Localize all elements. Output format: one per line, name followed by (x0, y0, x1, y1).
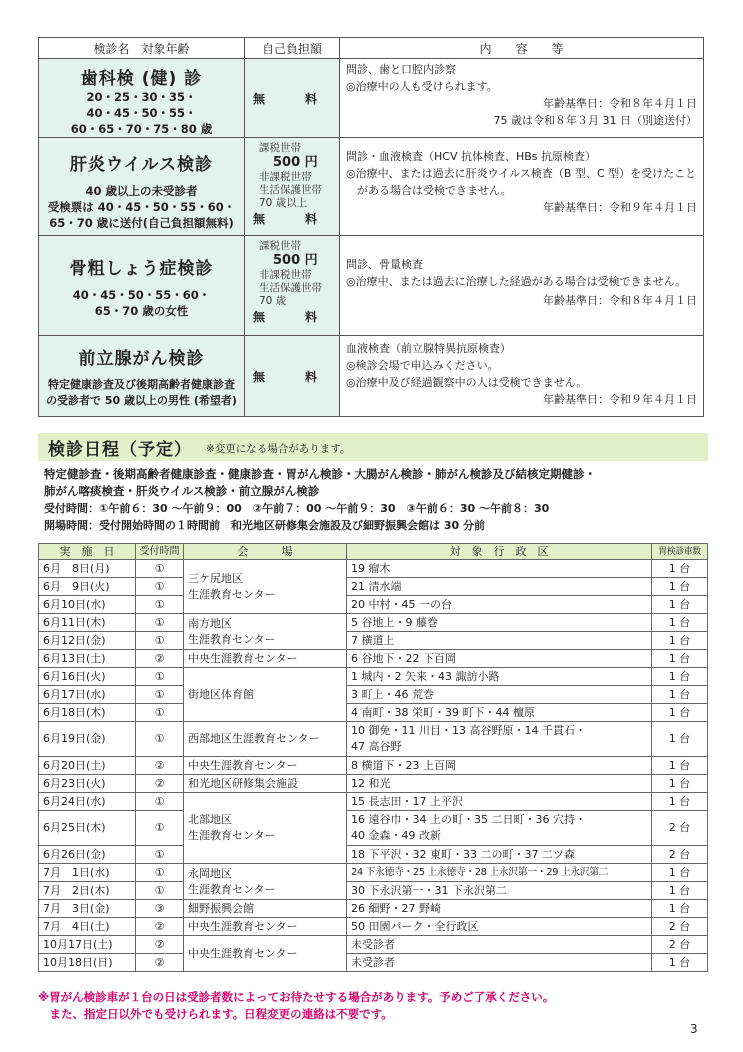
schedule-date: 7月 4日(土) (39, 918, 136, 936)
schedule-date: 10月17日(土) (39, 936, 136, 954)
schedule-reception-slot: ① (136, 704, 184, 722)
exam-target: 特定健康診査及び後期高齢者健康診査 (48, 378, 235, 391)
schedule-row (39, 900, 708, 918)
content-note: ◎治療中及び経過観察中の人は受検できません。 (346, 376, 588, 389)
schedule-car-count: 1 台 (652, 864, 708, 882)
schedule-car-count: 1 台 (652, 757, 708, 775)
age-basis: 75 歳は令和８年３月 31 日（別途送付） (493, 114, 697, 127)
footnote (38, 989, 708, 1023)
schedule-date: 6月18日(木) (39, 704, 136, 722)
exam-cost-cell (245, 59, 340, 138)
schedule-row (39, 882, 708, 900)
schedule-car-count: 2 台 (652, 846, 708, 864)
schedule-venue: 南方地区 生涯教育センター (184, 614, 347, 650)
schedule-row (39, 614, 708, 632)
exam-title: 前立腺がん検診 (78, 349, 205, 369)
schedule-reception-slot: ① (136, 614, 184, 632)
schedule-reception-slot: ① (136, 793, 184, 811)
cost-free: 無 料 (252, 91, 331, 106)
header-cars: 胃検診車数 (652, 544, 708, 560)
schedule-date: 6月26日(金) (39, 846, 136, 864)
exam-info-table (38, 37, 704, 417)
schedule-area: 15 長志田・17 上平沢 (347, 793, 652, 811)
schedule-car-count: 1 台 (652, 578, 708, 596)
exam-target: 受検票は 40・45・50・55・60・ (47, 200, 236, 214)
schedule-reception-slot: ② (136, 650, 184, 668)
exam-title: 肝炎ウイルス検診 (70, 155, 213, 175)
schedule-row (39, 757, 708, 775)
content-note: ◎治療中の人も受けられます。 (346, 80, 498, 93)
schedule-reception-slot: ① (136, 578, 184, 596)
cost-label: 課税世帯 (259, 142, 301, 154)
schedule-date: 10月18日(日) (39, 954, 136, 972)
content-line: 問診、歯と口腔内診察 (346, 63, 456, 76)
footnote-line: また、指定日以外でも受けられます。日程変更の連絡は不要です。 (38, 1007, 393, 1021)
schedule-row (39, 686, 708, 704)
schedule-date: 6月17日(水) (39, 686, 136, 704)
schedule-car-count: 1 台 (652, 793, 708, 811)
schedule-heading-bar (38, 433, 708, 461)
schedule-venue: 中央生涯教育センター (184, 918, 347, 936)
schedule-date: 6月25日(木) (39, 811, 136, 846)
schedule-venue: 細野振興会館 (184, 900, 347, 918)
exam-target: 20・25・30・35・ (86, 90, 197, 104)
schedule-date: 6月10日(水) (39, 596, 136, 614)
schedule-car-count: 1 台 (652, 614, 708, 632)
schedule-date: 6月23日(火) (39, 775, 136, 793)
schedule-area: 7 横道上 (347, 632, 652, 650)
content-note: ◎治療中、または過去に治療した経過がある場合は受検できません。 (346, 275, 687, 288)
exam-table-header (39, 38, 704, 59)
schedule-car-count: 2 台 (652, 811, 708, 846)
schedule-car-count: 1 台 (652, 900, 708, 918)
schedule-area: 24 下永徳寺・25 上永徳寺・28 上永沢第一・29 上永沢第二 (347, 864, 652, 882)
exam-title: 骨粗しょう症検診 (69, 259, 214, 279)
schedule-reception-slot: ① (136, 846, 184, 864)
schedule-area: 18 下平沢・32 東町・33 二の町・37 二ツ森 (347, 846, 652, 864)
exam-list-line: 特定健診査・後期高齢者健康診査・健康診査・胃がん検診・大腸がん検診・肺がん検診及び結核定期健診・ (44, 467, 596, 481)
schedule-row (39, 846, 708, 864)
schedule-car-count: 1 台 (652, 650, 708, 668)
exam-row-dental (39, 59, 704, 138)
schedule-venue: 街地区体育館 (184, 668, 347, 722)
exam-target: 40・45・50・55・60・ (72, 288, 211, 302)
schedule-intro (44, 466, 704, 534)
schedule-car-count: 1 台 (652, 596, 708, 614)
cost-label: 生活保護世帯 (259, 282, 322, 294)
schedule-area: 未受診者 (347, 936, 652, 954)
schedule-car-count: 1 台 (652, 954, 708, 972)
schedule-area: 50 田園パーク・全行政区 (347, 918, 652, 936)
schedule-reception-slot: ① (136, 811, 184, 846)
schedule-area: 4 南町・38 栄町・39 町下・44 檀原 (347, 704, 652, 722)
exam-row-hepatitis (39, 138, 704, 236)
schedule-reception-slot: ① (136, 882, 184, 900)
exam-name-cell (39, 59, 245, 138)
header-area: 対 象 行 政 区 (347, 544, 652, 560)
cost-label: 非課税世帯 (259, 171, 312, 183)
exam-list-line: 肺がん喀痰検査・肝炎ウイルス検診・前立腺がん検診 (44, 484, 320, 498)
schedule-car-count: 1 台 (652, 668, 708, 686)
schedule-car-count: 1 台 (652, 882, 708, 900)
header-content: 内 容 等 (340, 38, 704, 59)
schedule-venue: 北部地区 生涯教育センター (184, 793, 347, 864)
exam-content-cell (340, 336, 704, 417)
schedule-date: 6月11日(木) (39, 614, 136, 632)
exam-target: 60・65・70・75・80 歳 (70, 122, 213, 136)
schedule-area: 未受診者 (347, 954, 652, 972)
exam-cost-cell (245, 138, 340, 236)
schedule-row (39, 650, 708, 668)
schedule-table (38, 543, 708, 972)
schedule-car-count: 2 台 (652, 918, 708, 936)
schedule-area: 6 谷地下・22 下百岡 (347, 650, 652, 668)
page-number: 3 (690, 1022, 698, 1036)
schedule-row (39, 811, 708, 846)
exam-row-prostate (39, 336, 704, 417)
schedule-venue: 中央生涯教育センター (184, 757, 347, 775)
schedule-area: 10 御免・11 川目・13 高谷野原・14 千貫石・ 47 高谷野 (347, 722, 652, 757)
schedule-car-count: 1 台 (652, 775, 708, 793)
exam-content-cell (340, 59, 704, 138)
opening-times: 開場時間：受付開始時間の１時間前 和光地区研修集会施設及び細野振興会館は 30 分前 (44, 519, 485, 532)
schedule-reception-slot: ② (136, 757, 184, 775)
exam-target: の受診者で 50 歳以上の男性 (希望者) (46, 394, 237, 407)
content-line: 血液検査（前立腺特異抗原検査） (346, 342, 511, 355)
schedule-date: 7月 2日(木) (39, 882, 136, 900)
cost-free: 無 料 (252, 310, 331, 324)
schedule-date: 7月 3日(金) (39, 900, 136, 918)
schedule-change-note: ※変更になる場合があります。 (206, 443, 351, 455)
age-basis: 年齢基準日：令和８年４月１日 (543, 97, 697, 110)
exam-name-cell (39, 138, 245, 236)
cost-label: 70 歳以上 (259, 197, 308, 209)
exam-target: 65・70 歳の女性 (94, 304, 189, 318)
schedule-row (39, 936, 708, 954)
schedule-date: 6月19日(金) (39, 722, 136, 757)
schedule-header-row (39, 544, 708, 560)
cost-amount: 500 円 (273, 155, 318, 170)
exam-target: 40・45・50・55・ (86, 106, 197, 120)
cost-label: 非課税世帯 (259, 269, 312, 281)
exam-target: 65・70 歳に送付(自己負担額無料) (49, 216, 234, 230)
schedule-venue: 和光地区研修集会施設 (184, 775, 347, 793)
header-reception: 受付時間 (136, 544, 184, 560)
schedule-date: 6月20日(土) (39, 757, 136, 775)
schedule-venue: 中央生涯教育センター (184, 650, 347, 668)
schedule-reception-slot: ① (136, 722, 184, 757)
footnote-line: ※胃がん検診車が１台の日は受診者数によってお待たせする場合があります。予めご了承ください。 (38, 990, 555, 1004)
schedule-area: 20 中村・45 一の台 (347, 596, 652, 614)
cost-label: 課税世帯 (259, 240, 301, 252)
schedule-row (39, 918, 708, 936)
schedule-date: 6月 8日(月) (39, 560, 136, 578)
schedule-car-count: 1 台 (652, 632, 708, 650)
schedule-reception-slot: ② (136, 918, 184, 936)
schedule-area: 30 下永沢第一・31 下永沢第二 (347, 882, 652, 900)
schedule-row (39, 722, 708, 757)
schedule-reception-slot: ① (136, 632, 184, 650)
schedule-car-count: 1 台 (652, 722, 708, 757)
schedule-date: 6月24日(水) (39, 793, 136, 811)
schedule-car-count: 1 台 (652, 704, 708, 722)
exam-cost-cell (245, 236, 340, 336)
schedule-area: 12 和光 (347, 775, 652, 793)
schedule-date: 6月13日(土) (39, 650, 136, 668)
schedule-reception-slot: ② (136, 775, 184, 793)
schedule-reception-slot: ② (136, 936, 184, 954)
header-date: 実 施 日 (39, 544, 136, 560)
schedule-row (39, 632, 708, 650)
schedule-row (39, 578, 708, 596)
exam-name-cell (39, 236, 245, 336)
content-line: 問診、骨量検査 (346, 258, 423, 271)
schedule-row (39, 793, 708, 811)
schedule-area: 3 町上・46 荒巻 (347, 686, 652, 704)
schedule-row (39, 560, 708, 578)
age-basis: 年齢基準日：令和９年４月１日 (543, 393, 697, 406)
age-basis: 年齢基準日：令和９年４月１日 (543, 201, 697, 214)
schedule-reception-slot: ① (136, 686, 184, 704)
schedule-venue: 中央生涯教育センター (184, 936, 347, 972)
exam-content-cell (340, 138, 704, 236)
schedule-date: 7月 1日(水) (39, 864, 136, 882)
cost-free: 無 料 (252, 369, 331, 384)
schedule-reception-slot: ② (136, 954, 184, 972)
schedule-car-count: 2 台 (652, 936, 708, 954)
exam-content-cell (340, 236, 704, 336)
schedule-area: 21 清水端 (347, 578, 652, 596)
cost-label: 生活保護世帯 (259, 184, 322, 196)
schedule-car-count: 1 台 (652, 686, 708, 704)
content-note: ◎治療中、または過去に肝炎ウイルス検査（B 型、C 型）を受けたことがある場合は受検できません。 (346, 167, 697, 197)
schedule-row (39, 704, 708, 722)
cost-label: 70 歳 (259, 295, 287, 307)
schedule-area: 16 遠谷巾・34 上の町・35 二日町・36 穴持・ 40 金森・49 改新 (347, 811, 652, 846)
schedule-row (39, 864, 708, 882)
header-cost: 自己負担額 (245, 38, 340, 59)
age-basis: 年齢基準日：令和８年４月１日 (543, 294, 697, 307)
exam-target: 40 歳以上の未受診者 (85, 184, 198, 198)
reception-times: 受付時間：①午前６：30 〜午前９：00 ②午前７：00 〜午前９：30 ③午前６：30 〜午前８：30 (44, 502, 550, 515)
schedule-reception-slot: ① (136, 668, 184, 686)
cost-amount: 500 円 (273, 253, 318, 268)
schedule-date: 6月12日(金) (39, 632, 136, 650)
schedule-venue: 三ケ尻地区 生涯教育センター (184, 560, 347, 614)
schedule-row (39, 954, 708, 972)
schedule-reception-slot: ① (136, 596, 184, 614)
exam-name-cell (39, 336, 245, 417)
exam-title: 歯科検 (健) 診 (80, 69, 203, 89)
content-note: ◎検診会場で申込みください。 (346, 359, 499, 372)
schedule-reception-slot: ① (136, 560, 184, 578)
schedule-area: 5 谷地上・9 藤巻 (347, 614, 652, 632)
schedule-row (39, 775, 708, 793)
schedule-date: 6月 9日(火) (39, 578, 136, 596)
schedule-row (39, 596, 708, 614)
cost-free: 無 料 (252, 212, 331, 226)
schedule-area: 26 細野・27 野崎 (347, 900, 652, 918)
schedule-car-count: 1 台 (652, 560, 708, 578)
schedule-area: 8 横道下・23 上百岡 (347, 757, 652, 775)
schedule-title: 検診日程（予定） (48, 440, 192, 460)
schedule-row (39, 668, 708, 686)
schedule-area: 1 城内・2 矢来・43 諏訪小路 (347, 668, 652, 686)
schedule-reception-slot: ① (136, 864, 184, 882)
content-line: 問診・血液検査（HCV 抗体検査、HBs 抗原検査） (346, 150, 597, 163)
header-exam-name: 検診名 対象年齢 (39, 38, 245, 59)
schedule-date: 6月16日(火) (39, 668, 136, 686)
exam-row-osteoporosis (39, 236, 704, 336)
schedule-venue: 西部地区生涯教育センター (184, 722, 347, 757)
schedule-reception-slot: ③ (136, 900, 184, 918)
schedule-area: 19 瘤木 (347, 560, 652, 578)
exam-cost-cell (245, 336, 340, 417)
schedule-venue: 永岡地区 生涯教育センター (184, 864, 347, 900)
header-venue: 会 場 (184, 544, 347, 560)
